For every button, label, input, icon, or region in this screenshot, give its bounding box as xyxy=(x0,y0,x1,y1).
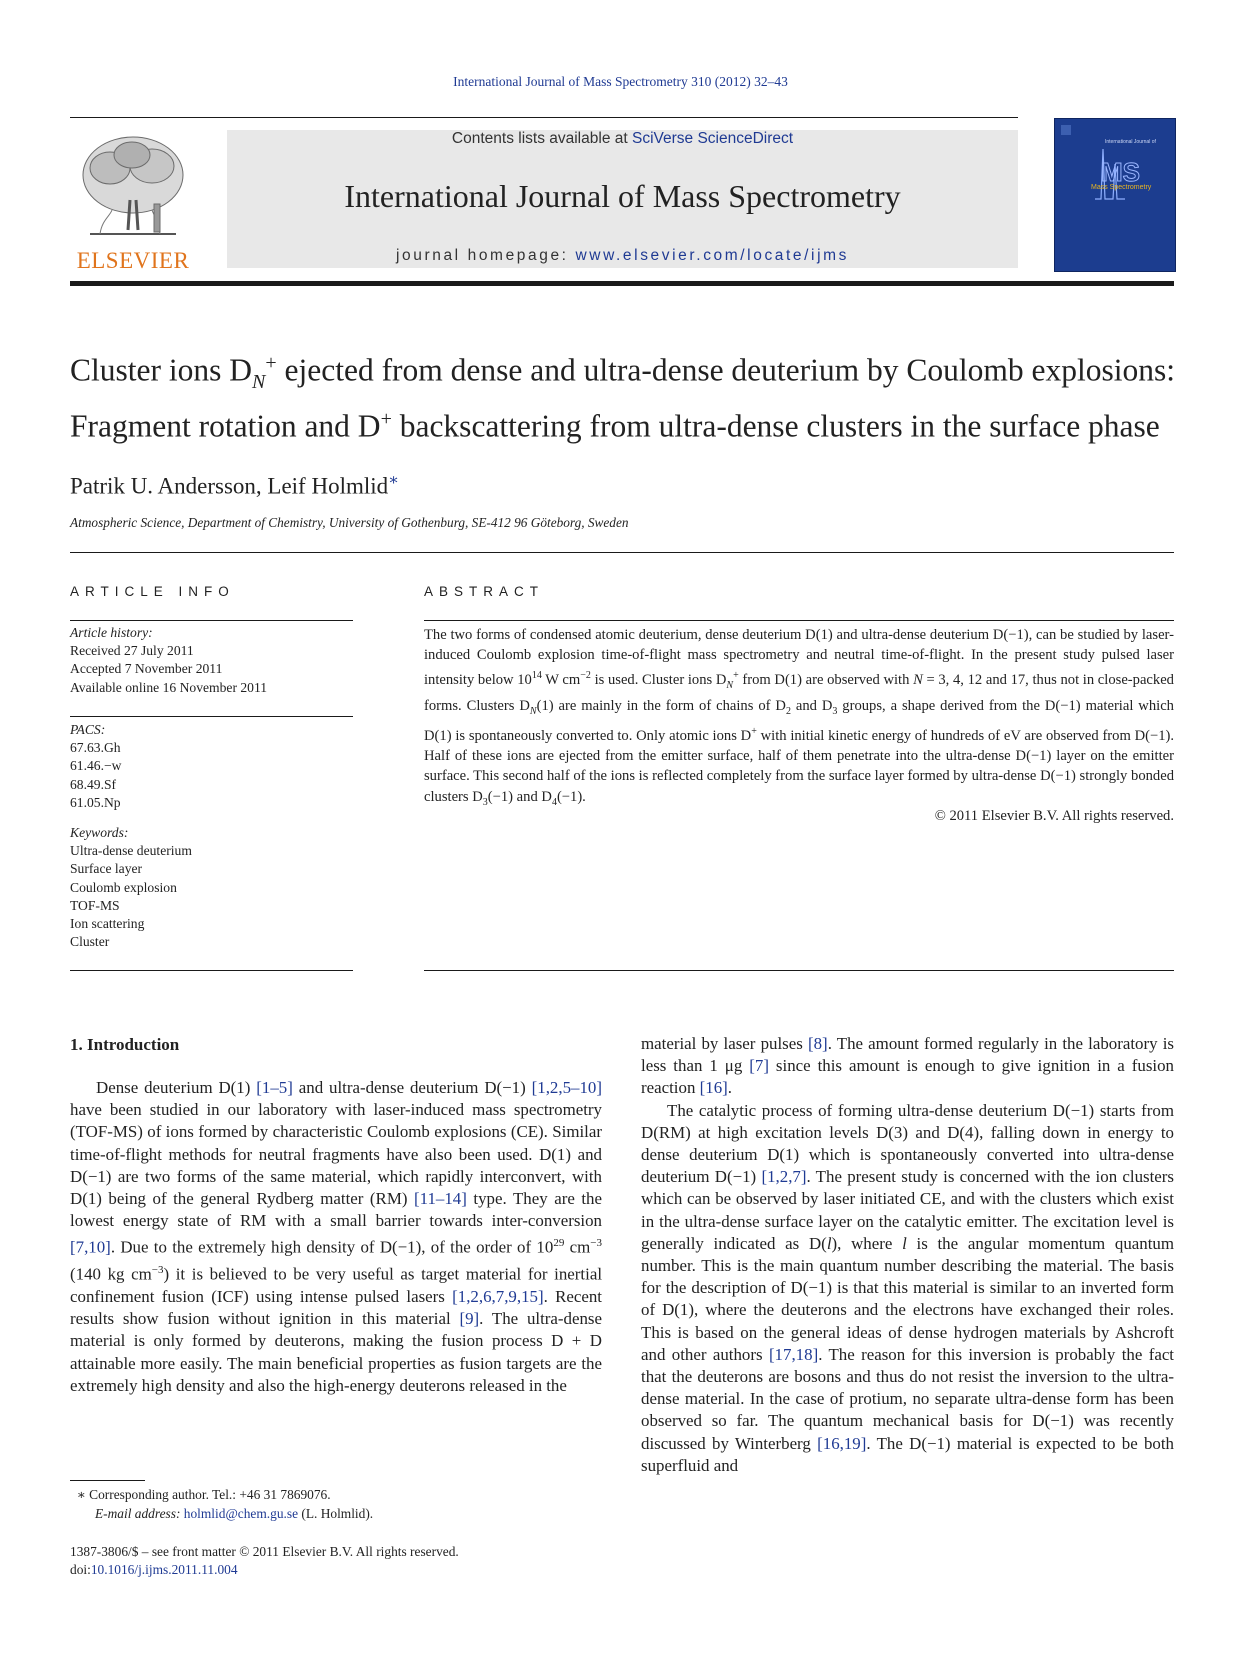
corresponding-author-marker[interactable]: ∗ xyxy=(388,472,400,489)
history-item: Received 27 July 2011 xyxy=(70,643,194,659)
abstract-copyright: © 2011 Elsevier B.V. All rights reserved. xyxy=(934,808,1174,824)
citation-link[interactable]: [16,19] xyxy=(817,1433,867,1453)
journal-title: International Journal of Mass Spectrometry xyxy=(344,178,901,214)
citation-link[interactable]: [9] xyxy=(459,1309,480,1329)
abstract-divider xyxy=(424,620,1174,621)
title-text-3: backscattering from ultra-dense clusters in the surface phase xyxy=(391,408,1160,444)
citation-link[interactable]: [1,2,7] xyxy=(761,1167,807,1187)
keyword-item: Ion scattering xyxy=(70,916,145,932)
history-item: Accepted 7 November 2011 xyxy=(70,661,223,677)
email-line: E-mail address: holmlid@chem.gu.se (L. Holmlid). xyxy=(95,1505,374,1521)
keywords xyxy=(70,824,353,951)
title-sup-plus-2: + xyxy=(380,407,392,430)
header-divider xyxy=(70,117,1018,118)
homepage-link[interactable]: www.elsevier.com/locate/ijms xyxy=(575,247,849,264)
article-info-bottom-divider xyxy=(70,970,353,971)
cover-art-icon xyxy=(1055,119,1175,271)
keyword-item: TOF-MS xyxy=(70,897,120,913)
citation-link[interactable]: [1–5] xyxy=(256,1078,293,1097)
title-divider xyxy=(70,552,1174,553)
body-column-right xyxy=(641,1033,1174,1477)
corresponding-author-note: ∗ Corresponding author. Tel.: +46 31 7869076. xyxy=(76,1487,331,1502)
cover-label-2: Mass Spectrometry xyxy=(1091,184,1152,191)
pacs-label: PACS: xyxy=(70,722,106,737)
affiliation: Atmospheric Science, Department of Chemistry, University of Gothenburg, SE-412 96 Göteborg, Sweden xyxy=(70,515,629,530)
paragraph: material by laser pulses [8]. The amount formed regularly in the laboratory is less than 1 μg [7] since this amount is enough to give ignition in a fusion reaction [16]. xyxy=(641,1034,1175,1098)
abstract-heading: ABSTRACT xyxy=(424,584,545,599)
pacs-item: 67.63.Gh xyxy=(70,740,121,756)
pacs-item: 61.46.−w xyxy=(70,758,122,774)
author-names: Patrik U. Andersson, Leif Holmlid xyxy=(70,473,389,499)
citation-link[interactable]: [11–14] xyxy=(414,1189,467,1209)
history-label: Article history: xyxy=(70,625,153,640)
article-history xyxy=(70,624,353,697)
homepage-prefix: journal homepage: xyxy=(395,247,576,264)
pacs-item: 61.05.Np xyxy=(70,794,121,810)
title-sup-plus: + xyxy=(265,352,277,374)
elsevier-tree-icon xyxy=(70,130,196,248)
journal-cover-thumbnail[interactable] xyxy=(1054,118,1176,272)
title-text-2: ejected from dense and ultra-dense deuterium by Coulomb explosions: Fragment rotation and D xyxy=(70,352,1176,444)
cover-label-1: International Journal of xyxy=(1105,139,1156,145)
svg-text:MS: MS xyxy=(1101,157,1140,187)
citation-link[interactable]: [1,2,6,7,9,15] xyxy=(452,1287,544,1307)
citation-link[interactable]: [7] xyxy=(749,1056,769,1076)
article-title xyxy=(70,345,1180,444)
citation-link[interactable]: [1,2,5–10] xyxy=(531,1078,603,1097)
doi-link[interactable]: 10.1016/j.ijms.2011.11.004 xyxy=(90,1561,238,1577)
elsevier-wordmark: ELSEVIER xyxy=(76,248,190,273)
history-divider xyxy=(70,716,353,717)
title-sub-n: N xyxy=(252,370,266,393)
paragraph: The catalytic process of forming ultra-dense deuterium D(−1) starts from D(RM) at high excitation levels D(3) and D(4), falling down in energy to dense deuterium D(1) which is spontaneously converted into ultra-dense deuterium D(−1) [1,2,7]. The present study is concerned with the ion clusters which can be observed by laser initiated CE, and with the clusters which exist in the ultra-dense surface layer on the catalytic emitter. The excitation level is generally indicated as D(l), where l is the angular momentum quantum number. This is the main quantum number describing the material. The basis for the description of D(−1) is that this material is similar to an inverted form of D(1), where the deuterons and the electrons have exchanged their roles. This is based on the general ideas of dense hydrogen materials by Ashcroft and other authors [17,18]. The reason for this inversion is probably the fact that the deuterons are bosons and thus do not resist the inversion to the ultra-dense material. In the case of protium, no separate ultra-dense form has been observed so far. The quantum mechanical basis for D(−1) was recently discussed by Winterberg [16,19]. The D(−1) material is expected to be both superfluid and xyxy=(641,1100,1175,1475)
article-info-heading: ARTICLE INFO xyxy=(70,584,235,599)
history-item: Available online 16 November 2011 xyxy=(70,679,268,695)
front-matter-line: 1387-3806/$ – see front matter © 2011 Elsevier B.V. All rights reserved. xyxy=(70,1544,459,1559)
abstract-bottom-divider xyxy=(424,970,1174,971)
journal-reference[interactable] xyxy=(0,74,1241,90)
authors xyxy=(70,470,399,500)
front-matter xyxy=(70,1543,670,1579)
header-thick-divider xyxy=(70,281,1174,286)
citation-link[interactable]: [16] xyxy=(699,1078,728,1098)
journal-ref-link[interactable]: International Journal of Mass Spectrometry 310 (2012) 32–43 xyxy=(453,74,788,89)
keyword-item: Ultra-dense deuterium xyxy=(70,843,192,859)
citation-link[interactable]: [17,18] xyxy=(768,1344,819,1364)
keyword-item: Surface layer xyxy=(70,861,143,877)
keywords-label: Keywords: xyxy=(70,825,129,840)
citation-link[interactable]: [7,10] xyxy=(70,1238,111,1258)
citation-link[interactable]: [8] xyxy=(807,1034,828,1053)
sciencedirect-link[interactable]: SciVerse ScienceDirect xyxy=(631,130,794,147)
keyword-item: Cluster xyxy=(70,934,110,950)
abstract-text: The two forms of condensed atomic deuterium, dense deuterium D(1) and ultra-dense deuterium D(−1), can be studied by laser-induced Coulomb explosion time-of-flight mass spectrometry and neutral time-of-flight. In the present study pulsed laser intensity below $10^{14}$ W $cm^{-2}$ is used. Cluster ions $D_N^+$ from D(1) are observed with N = 3, 4, 12 and 17, thus not in close-packed forms. Clusters $D_N(1)$ are mainly in the form of chains of $D_2$ and $D_3$ groups, a shape derived from the D(−1) material which D(1) is spontaneously converted to. Only atomic ions D+ with initial kinetic energy of hundreds of eV are observed from D(−1). Half of these ions are ejected from the emitter surface, half of them penetrate into the ultra-dense D(−1) layer on the emitter surface. This second half of the ions is reflected completely from the surface layer formed by ultra-dense D(−1) strongly bonded clusters $D_3(-1)$ and $D_4(-1)$. xyxy=(424,627,1175,808)
pacs-codes xyxy=(70,721,353,812)
title-text-1: Cluster ions D xyxy=(70,352,253,388)
contents-line xyxy=(227,130,1018,148)
footnote xyxy=(70,1486,602,1523)
contents-prefix: Contents lists available at xyxy=(451,130,632,147)
footnote-divider xyxy=(70,1480,145,1481)
email-link[interactable]: holmlid@chem.gu.se xyxy=(183,1505,299,1521)
pacs-item: 68.49.Sf xyxy=(70,776,117,792)
homepage-line xyxy=(227,247,1018,265)
article-info-divider xyxy=(70,620,353,621)
section-heading-introduction: 1. Introduction xyxy=(70,1035,180,1054)
doi-line: doi:10.1016/j.ijms.2011.11.004 xyxy=(70,1561,238,1577)
keyword-item: Coulomb explosion xyxy=(70,879,177,895)
body-column-left xyxy=(70,1077,602,1397)
paragraph: Dense deuterium D(1) [1–5] and ultra-dense deuterium D(−1) [1,2,5–10] have been studied in our laboratory with laser-induced mass spectrometry (TOF-MS) of ions formed by characteristic Coulomb explosions (CE). Similar time-of-flight methods for neutral fragments have also been used. D(1) and D(−1) are two forms of the same material, which rapidly interconvert, with D(1) being of the general Rydberg matter (RM) [11–14] type. They are the lowest energy state of RM with a small barrier towards inter-conversion [7,10]. Due to the extremely high density of D(−1), of the order of $10^{29}$ $cm^{-3}$ (140 kg $cm^{-3}$) it is believed to be very useful as target material for inertial confinement fusion (ICF) using intense pulsed lasers [1,2,6,7,9,15]. Recent results show fusion without ignition in this material [9]. The ultra-dense material is only formed by deuterons, making the fusion process D + D attainable more easily. The main beneficial properties as fusion targets are the extremely high density and also the high-energy deuterons released in the xyxy=(70,1078,603,1395)
